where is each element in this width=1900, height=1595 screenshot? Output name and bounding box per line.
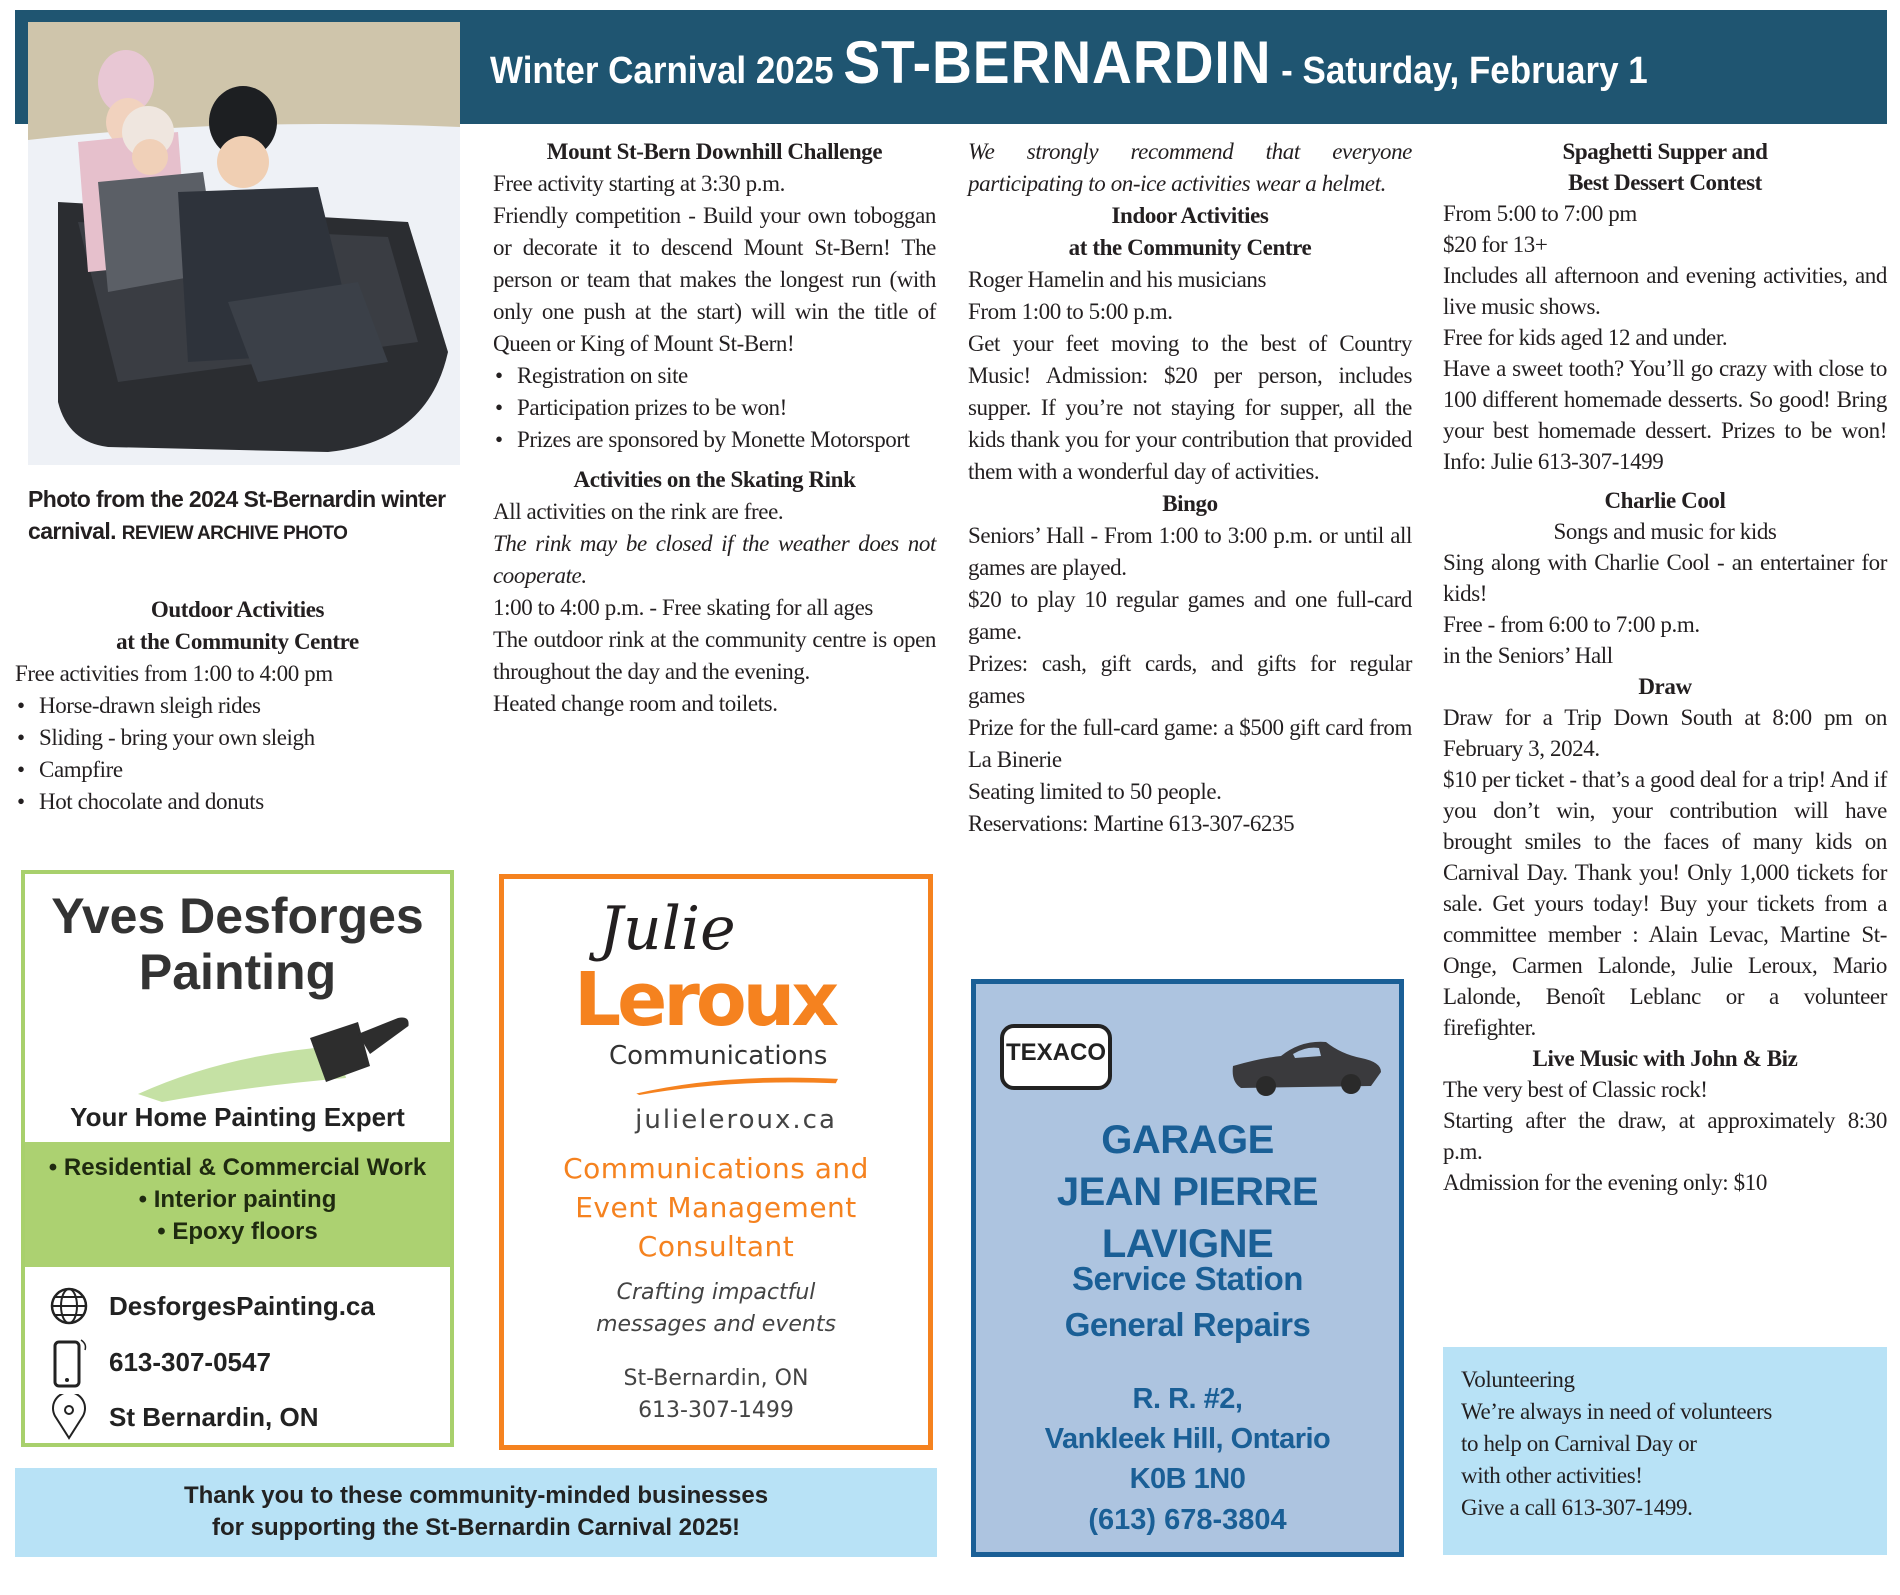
section-heading: Outdoor Activities <box>150 597 325 622</box>
page-title <box>490 28 1648 97</box>
volunteering-box <box>1443 1347 1887 1555</box>
slogan-line: Crafting impactful <box>616 1280 816 1305</box>
ad-yves-desforges-painting <box>21 870 454 1447</box>
texaco-logo-text: TEXACO <box>1005 1039 1106 1066</box>
mobile-phone-icon <box>49 1336 89 1388</box>
spacer <box>1443 477 1887 485</box>
paragraph: 1:00 to 4:00 p.m. - Free skating for all ages <box>493 595 873 620</box>
volunteer-line: to help on Carnival Day or <box>1461 1431 1697 1456</box>
garage-name-line: JEAN PIERRE <box>1056 1170 1319 1214</box>
phone-row <box>49 1336 271 1388</box>
caption-text: Photo from the 2024 St-Bernardin winter carnival. <box>28 486 446 544</box>
bullet-list <box>15 690 460 818</box>
spacer <box>493 456 936 464</box>
paragraph: From 1:00 to 5:00 p.m. <box>968 299 1173 324</box>
services-list <box>25 1142 450 1267</box>
location-text: St-Bernardin, ON <box>623 1366 809 1391</box>
column-outdoor-activities <box>15 594 460 818</box>
address-line: K0B 1N0 <box>1129 1463 1246 1495</box>
logo-script: Julie <box>599 894 736 964</box>
paragraph: Seating limited to 50 people. <box>968 779 1222 804</box>
section-heading: Mount St-Bern Downhill Challenge <box>546 139 883 164</box>
contact <box>504 1363 928 1427</box>
paragraph: $20 to play 10 regular games and one full-card game. <box>968 587 1412 644</box>
section-heading: Bingo <box>1162 491 1218 516</box>
paragraph: Sing along with Charlie Cool - an entertainer for kids! <box>1443 550 1887 606</box>
italic-note: The rink may be closed if the weather does not cooperate. <box>493 531 936 588</box>
paragraph: Songs and music for kids <box>1553 519 1777 544</box>
paragraph: Free for kids aged 12 and under. <box>1443 325 1728 350</box>
location-pin-icon <box>49 1394 89 1440</box>
julie-website[interactable]: julieleroux.ca <box>635 1105 837 1135</box>
section-heading: Best Dessert Contest <box>1568 170 1762 195</box>
italic-note: We strongly recommend that everyone participating to on-ice activities wear a helmet. <box>968 139 1412 196</box>
paragraph: Have a sweet tooth? You’ll go crazy with close to 100 different homemade desserts. So good! Bring your best homemade dessert. Prizes to be won! Info: Julie 613-307-1499 <box>1443 356 1887 474</box>
list-item: • Registration on site <box>517 360 936 392</box>
paragraph: in the Seniors’ Hall <box>1443 643 1613 668</box>
service-description <box>504 1149 928 1266</box>
paragraph: Free activities from 1:00 to 4:00 pm <box>15 661 333 686</box>
thanks-line: Thank you to these community-minded businesses <box>183 1482 769 1509</box>
bullet-list <box>493 360 936 456</box>
title-event: Winter Carnival 2025 <box>490 50 844 92</box>
title-village: ST-BERNARDIN <box>843 29 1272 96</box>
paragraph: Prize for the full-card game: a $500 gift card from La Binerie <box>968 715 1412 772</box>
paragraph: Reservations: Martine 613-307-6235 <box>968 811 1295 836</box>
list-item: • Sliding - bring your own sleigh <box>39 722 460 754</box>
photo-credit: REVIEW ARCHIVE PHOTO <box>121 523 348 544</box>
volunteer-line: Give a call 613-307-1499. <box>1461 1495 1693 1520</box>
slogan <box>504 1277 928 1341</box>
garage-service: General Repairs <box>1064 1306 1311 1343</box>
section-heading: at the Community Centre <box>116 629 359 654</box>
address-line: R. R. #2, <box>1132 1383 1243 1415</box>
photo-caption <box>28 483 460 550</box>
car-icon <box>1231 1036 1383 1106</box>
volunteer-line: We’re always in need of volunteers <box>1461 1399 1772 1424</box>
paragraph: Roger Hamelin and his musicians <box>968 267 1267 292</box>
paragraph: The very best of Classic rock! <box>1443 1077 1708 1102</box>
garage-service: Service Station <box>1072 1260 1303 1297</box>
paragraph: Friendly competition - Build your own toboggan or decorate it to descend Mount St-Bern! The person or team that makes the longest run (with only one push at the start) will win the title of Queen or King of Mount St-Bern! <box>493 203 936 356</box>
paragraph: Draw for a Trip Down South at 8:00 pm on February 3, 2024. <box>1443 705 1887 761</box>
paragraph: From 5:00 to 7:00 pm <box>1443 201 1637 226</box>
volunteer-line: with other activities! <box>1461 1463 1643 1488</box>
list-item: • Hot chocolate and donuts <box>39 786 460 818</box>
list-item: • Prizes are sponsored by Monette Motorsport <box>517 424 936 456</box>
paragraph: Includes all afternoon and evening activities, and live music shows. <box>1443 263 1887 319</box>
garage-name-line: GARAGE <box>1101 1118 1274 1162</box>
globe-icon <box>49 1286 89 1326</box>
column-indoor-and-bingo <box>968 136 1412 840</box>
paintbrush-icon <box>95 1006 445 1102</box>
paragraph: Free - from 6:00 to 7:00 p.m. <box>1443 612 1700 637</box>
paragraph: Get your feet moving to the best of Country Music! Admission: $20 per person, includes supper. If you’re not staying for supper, all the kids thank you for your contribution that provided them with a wonderful day of activities. <box>968 331 1412 484</box>
column-supper-and-evening <box>1443 136 1887 1198</box>
garage-address <box>976 1379 1399 1499</box>
website-link[interactable]: DesforgesPainting.ca <box>109 1290 375 1321</box>
paragraph: Admission for the evening only: $10 <box>1443 1170 1767 1195</box>
paragraph: Prizes: cash, gift cards, and gifts for regular games <box>968 651 1412 708</box>
list-item: • Campfire <box>39 754 460 786</box>
logo-sub: Communications <box>609 1041 828 1071</box>
garage-services <box>976 1256 1399 1348</box>
address-line: Vankleek Hill, Ontario <box>1044 1423 1331 1455</box>
paragraph: Heated change room and toilets. <box>493 691 778 716</box>
section-heading: Live Music with John & Biz <box>1532 1046 1798 1071</box>
texaco-logo <box>1000 1024 1112 1090</box>
paragraph: $20 for 13+ <box>1443 232 1548 257</box>
location-row <box>49 1394 318 1440</box>
sponsor-thanks-banner <box>15 1468 937 1557</box>
section-heading: Activities on the Skating Rink <box>573 467 856 492</box>
service-line: Consultant <box>637 1230 795 1263</box>
list-item: • Participation prizes to be won! <box>517 392 936 424</box>
list-item: • Horse-drawn sleigh rides <box>39 690 460 722</box>
garage-phone: (613) 678-3804 <box>1088 1504 1287 1536</box>
ad-julie-leroux-communications <box>499 874 933 1450</box>
ad-tagline: Your Home Painting Expert <box>70 1102 405 1132</box>
paragraph: Seniors’ Hall - From 1:00 to 3:00 p.m. or until all games are played. <box>968 523 1412 580</box>
section-heading: Indoor Activities <box>1111 203 1269 228</box>
service-item: • Interior painting <box>138 1186 337 1213</box>
volunteer-line: Volunteering <box>1461 1367 1575 1392</box>
swoosh-icon <box>599 1073 879 1095</box>
thanks-line: for supporting the St-Bernardin Carnival 2025! <box>211 1514 741 1541</box>
julie-leroux-logo <box>559 894 879 1097</box>
service-line: Event Management <box>575 1191 857 1224</box>
paragraph: All activities on the rink are free. <box>493 499 784 524</box>
section-heading: Charlie Cool <box>1604 488 1726 513</box>
slogan-line: messages and events <box>596 1312 836 1337</box>
section-heading: at the Community Centre <box>1068 235 1312 260</box>
website-row <box>49 1286 375 1326</box>
ad-title-line: Yves Desforges <box>51 888 424 944</box>
location-text: St Bernardin, ON <box>109 1401 319 1432</box>
phone-number: 613-307-1499 <box>638 1398 794 1423</box>
ad-title <box>25 888 450 1000</box>
column-downhill-and-rink <box>493 136 936 720</box>
garage-name <box>976 1114 1399 1270</box>
carnival-photo <box>28 22 460 465</box>
service-item: • Epoxy floors <box>157 1218 318 1245</box>
paragraph: Free activity starting at 3:30 p.m. <box>493 171 785 196</box>
phone-number: 613-307-0547 <box>109 1346 271 1377</box>
paragraph: Starting after the draw, at approximately 8:30 p.m. <box>1443 1108 1887 1164</box>
section-heading: Draw <box>1638 674 1692 699</box>
service-item: • Residential & Commercial Work <box>48 1154 427 1181</box>
service-line: Communications and <box>563 1152 869 1185</box>
paragraph: $10 per ticket - that’s a good deal for a trip! And if you don’t win, your contribution will have brought smiles to the faces of many kids on Carnival Day. Thank you! Only 1,000 tickets for sale. Get yours today! Buy your tickets from a committee member : Alain Levac, Martine St-Onge, Carmen Lalonde, Julie Leroux, Mario Lalonde, Benoît Leblanc or a volunteer firefighter. <box>1443 767 1887 1040</box>
logo-name: Leroux <box>574 957 836 1043</box>
title-date: - Saturday, February 1 <box>1271 50 1648 92</box>
ad-garage-jean-pierre-lavigne <box>971 979 1404 1557</box>
ad-title-line: Painting <box>138 944 337 1000</box>
paragraph: The outdoor rink at the community centre is open throughout the day and the evening. <box>493 627 936 684</box>
garage-name-line: LAVIGNE <box>1101 1222 1274 1266</box>
section-heading: Spaghetti Supper and <box>1562 139 1768 164</box>
